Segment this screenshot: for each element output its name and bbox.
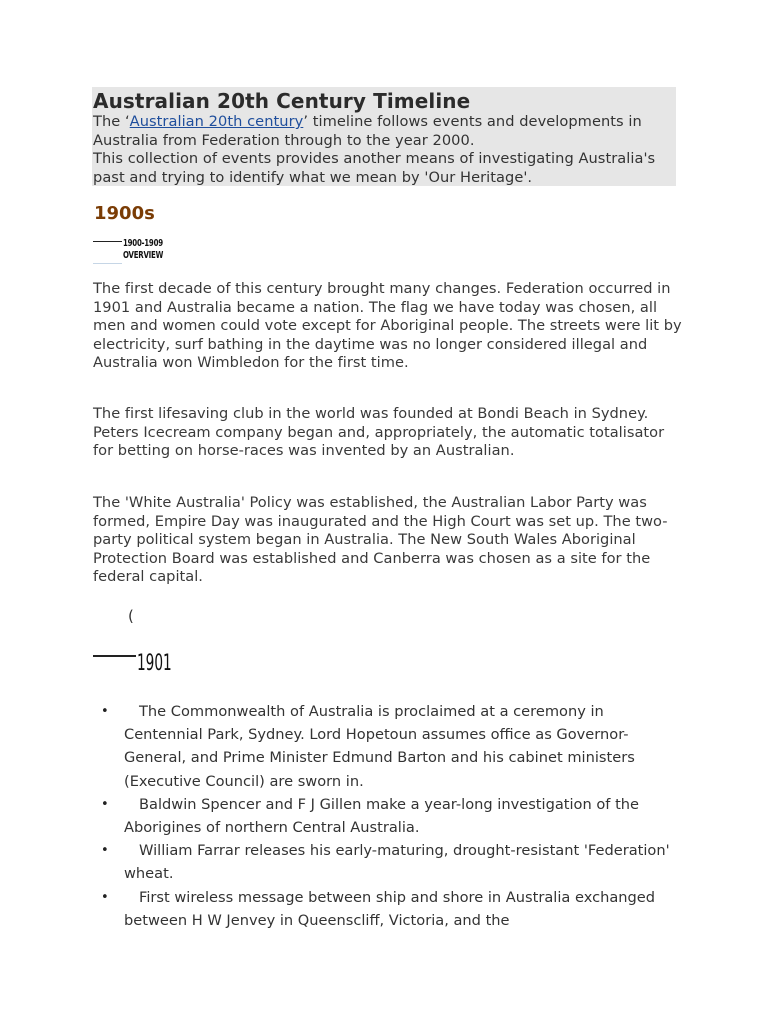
list-item xyxy=(93,839,683,885)
event-text: William Farrar releases his early-maturing, drought-resistant 'Federation' wheat. xyxy=(124,842,670,883)
intro-text-suffix: ’ timeline follows events and developments in Australia from Federation through to the year 2000. xyxy=(93,113,642,149)
bullet-icon: • xyxy=(101,704,109,719)
bullet-icon: • xyxy=(101,889,109,905)
overview-graphic xyxy=(93,238,183,266)
event-text: The Commonwealth of Australia is proclaimed at a ceremony in Centennial Park, Sydney. Lord Hopetoun assumes office as Governor-General, and Prime Minister Edmund Barton and his cabinet ministers (Executive Council) are sworn in. xyxy=(124,703,635,790)
overview-rule-bottom xyxy=(93,263,122,264)
australian-20th-century-link[interactable]: Australian 20th century xyxy=(129,113,304,130)
event-text: Baldwin Spencer and F J Gillen make a year-long investigation of the Aborigines of northern Central Australia. xyxy=(124,795,640,837)
page-title: Australian 20th Century Timeline xyxy=(93,89,471,113)
intro-paragraph-2: This collection of events provides another means of investigating Australia's past and trying to identify what we mean by 'Our Heritage'. xyxy=(93,150,656,186)
decade-heading: 1900s xyxy=(94,203,155,224)
overview-word: OVERVIEW xyxy=(123,250,164,261)
overview-paragraph-3: The 'White Australia' Policy was established, the Australian Labor Party was formed, Empire Day was inaugurated and the High Court was set up. The two-party political system began in Australia. The New South Wales Aboriginal Protection Board was established and Canberra was chosen as a site for the federal capital. xyxy=(93,494,668,586)
event-text: First wireless message between ship and shore in Australia exchanged between H W Jenvey in Queenscliff, Victoria, and the xyxy=(124,888,656,929)
year-heading-graphic xyxy=(93,651,213,681)
overview-rule xyxy=(93,241,122,242)
list-item xyxy=(93,793,683,839)
event-list xyxy=(93,700,683,932)
bullet-icon: • xyxy=(101,843,109,859)
overview-paragraph-2: The first lifesaving club in the world was founded at Bondi Beach in Sydney. Peters Icecream company began and, appropriately, the automatic totalisator for betting on horse-races was invented by an Australian. xyxy=(93,405,665,460)
intro-text-prefix: The ‘ xyxy=(93,113,130,130)
year-heading: 1901 xyxy=(137,651,172,676)
intro-paragraph xyxy=(93,113,676,150)
year-rule xyxy=(93,655,136,657)
list-item xyxy=(93,886,683,932)
stray-parenthesis: ( xyxy=(128,607,134,625)
bullet-icon: • xyxy=(101,796,109,812)
overview-paragraph-1: The first decade of this century brought many changes. Federation occurred in 1901 and Australia became a nation. The flag we have today was chosen, all men and women could vote except for Aboriginal people. The streets were lit by electricity, surf bathing in the daytime was no longer considered illegal and Australia won Wimbledon for the first time. xyxy=(93,280,682,372)
intro-box xyxy=(92,87,676,186)
overview-years: 1900-1909 xyxy=(123,238,163,249)
list-item xyxy=(93,700,683,793)
overview-label xyxy=(123,238,163,262)
